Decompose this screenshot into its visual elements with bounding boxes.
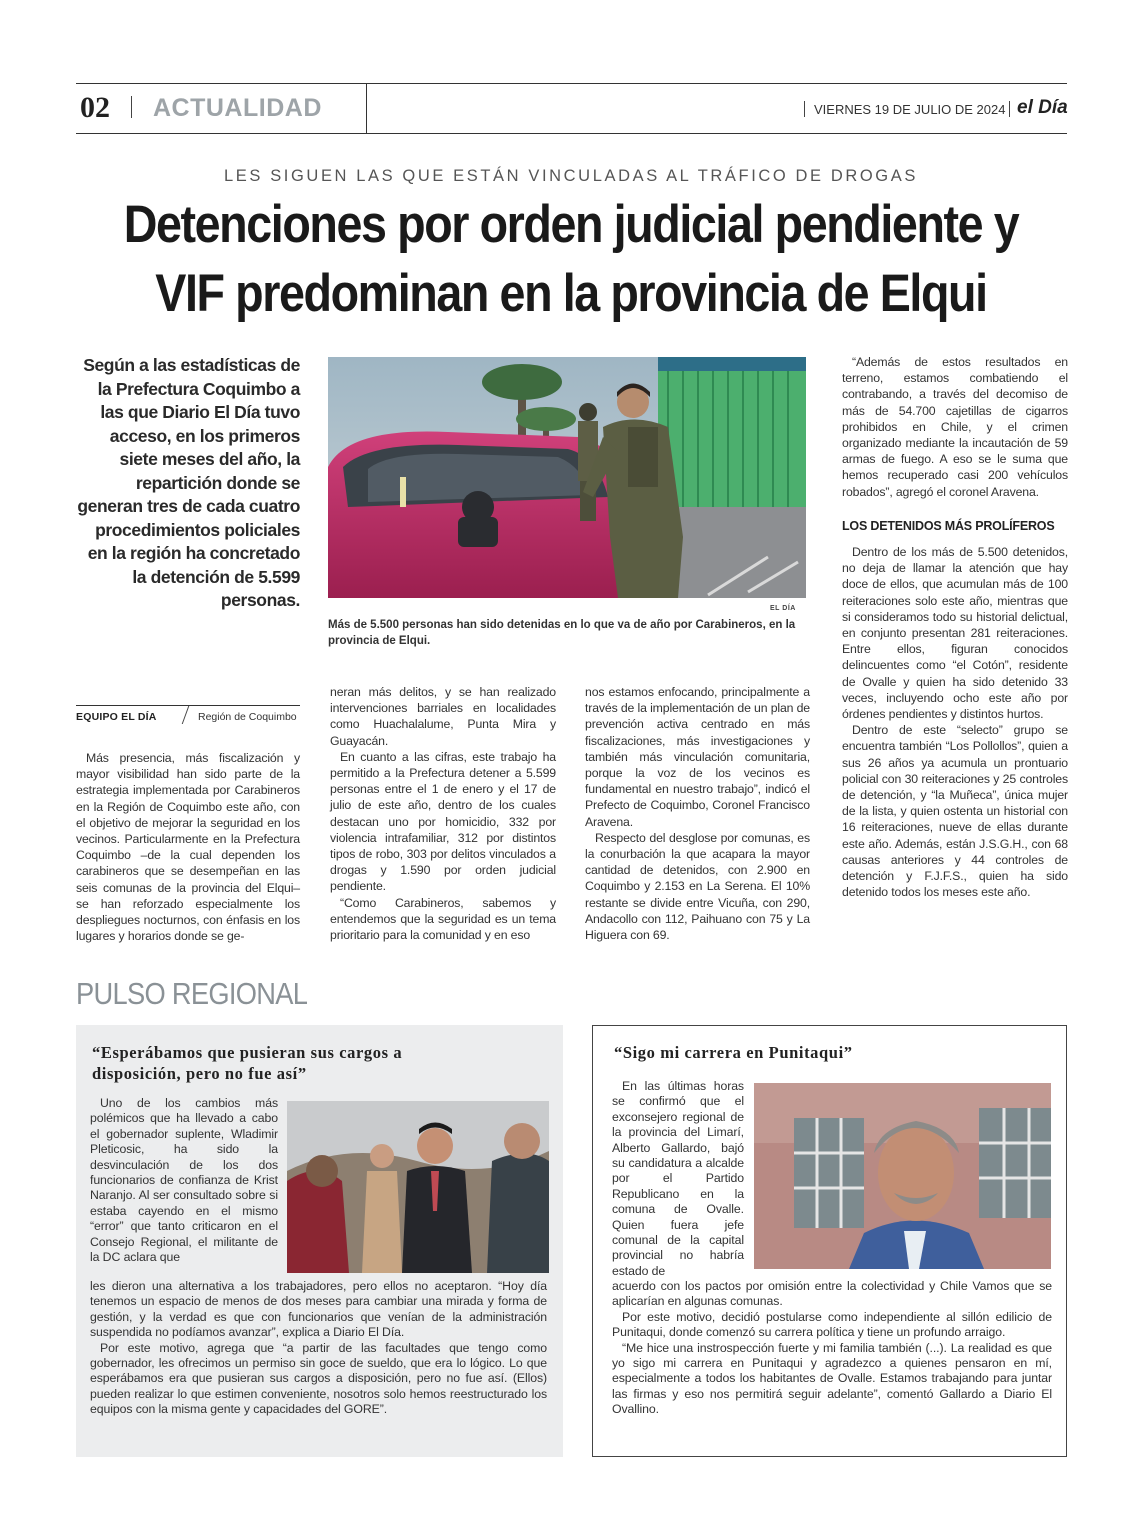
paragraph: acuerdo con los pactos por omisión entre la colectividad y Chile Vamos que se aplicarían en algunas comunas. bbox=[612, 1279, 1052, 1309]
byline-author: EQUIPO EL DÍA bbox=[76, 711, 157, 723]
paragraph: En las últimas horas se confirmó que el exconsejero regional de la provincia del Limarí, Alberto Gallardo, bajó su candidatura a alcalde por el Partido Republicano en la comuna de Ovalle. Quien fuera jefe comunal de la capital provincial no habría estado de bbox=[612, 1079, 744, 1278]
header-separator bbox=[131, 96, 132, 118]
paragraph: “Como Carabineros, sabemos y entendemos que la seguridad es un tema prioritario para la comunidad y en eso bbox=[330, 895, 556, 943]
pulso-regional-title: PULSO REGIONAL bbox=[76, 976, 308, 1011]
gallardo-portrait-photo bbox=[754, 1083, 1051, 1269]
paragraph: “Me hice una instrospección fuerte y mi familia también (...). La realidad es que yo sigo mi carrera en Punitaqui y agradezco a quienes pensaron en mí, especialmente a todos los habitantes de Ovalle. Estamos trabajando para juntar las firmas y eso nos permitirá seguir adelante”, comentó Gallardo a Diario El Ovallino. bbox=[612, 1340, 1052, 1417]
paragraph: Dentro de este “selecto” grupo se encuentra también “Los Pollollos”, quien a sus 26 años ya acumula un prontuario policial con 30 reiteraciones y 25 controles de detención, y “la Muñeca”, única mujer de la lista, y quien ostenta un historial con 16 reiteraciones, nueve de ellas durante este año. Además, están J.S.G.H., con 68 causas anteriores y 44 controles de detención y F.J.F.S., quien ha sido detenido todos los meses este año. bbox=[842, 723, 1068, 900]
governor-photo bbox=[287, 1101, 549, 1273]
byline-region: Región de Coquimbo bbox=[198, 711, 297, 723]
article-column-4 bbox=[842, 354, 1068, 901]
header-top-rule bbox=[76, 83, 1067, 84]
paragraph: Respecto del desglose por comunas, es la conurbación la que acapara la mayor cantidad de detenidos, con 2.900 en Coquimbo y 2.153 en La Serena. El 10% restante se divide entre Vicuña, con 290, Andacollo con 112, Paihuano con 75 y La Higuera con 69. bbox=[585, 830, 810, 943]
article-kicker: LES SIGUEN LAS QUE ESTÁN VINCULADAS AL TRÁFICO DE DROGAS bbox=[224, 167, 918, 185]
pulso-left-text bbox=[90, 1279, 547, 1418]
article-column-3 bbox=[585, 684, 810, 943]
paragraph: les dieron una alternativa a los trabajadores, pero ellos no aceptaron. “Hoy día tenemos un espacio de menos de dos meses para cambiar una mirada y forma de gestión, y la verdad es que con funcionarios que venían de la administración suspendida no podíamos avanzar”, explica a Diario El Día. bbox=[90, 1279, 547, 1340]
section-name: ACTUALIDAD bbox=[153, 94, 322, 122]
header-vertical-rule bbox=[366, 84, 367, 133]
pulso-left-quote: “Esperábamos que pusieran sus cargos a disposición, pero no fue así” bbox=[92, 1043, 403, 1083]
issue-date: VIERNES 19 DE JULIO DE 2024 bbox=[814, 102, 1006, 117]
paragraph: Dentro de los más de 5.500 detenidos, no deja de llamar la atención que hay doce de ellos, que acumulan más de 100 reiteraciones solo este año, mientras que si consideramos todo su historial delictual, en conjunto presentan 281 reiteraciones. Entre ellos, figuran conocidos delincuentes como “el Cotón”, residente de Ovalle y quien ha sido detenido 33 veces, incluyendo ocho este año por órdenes pendientes y distintos hurtos. bbox=[842, 545, 1068, 722]
paragraph: Por este motivo, decidió postularse como independiente al sillón edilicio de Punitaqui, donde comenzó su carrera política y tiene un profundo arraigo. bbox=[612, 1309, 1052, 1340]
paragraph: En cuanto a las cifras, este trabajo ha permitido a la Prefectura detener a 5.599 personas entre el 1 de enero y el 17 de julio de este año, dentro de los cuales destacan uno por homicidio, 332 por violencia intrafamiliar, 312 por distintos tipos de robo, 303 por delitos vinculados a drogas y 1.590 por orden judicial pendiente. bbox=[330, 749, 556, 894]
pulso-right-text bbox=[612, 1279, 1052, 1418]
article-subhead: LOS DETENIDOS MÁS PROLÍFEROS bbox=[842, 518, 1055, 533]
byline-divider bbox=[182, 706, 190, 724]
header-separator bbox=[1009, 101, 1010, 117]
police-checkpoint-photo bbox=[328, 357, 806, 598]
newspaper-logo: el Día bbox=[1017, 97, 1068, 118]
pulso-left-text-wrap bbox=[90, 1096, 278, 1265]
paragraph: “Además de estos resultados en terreno, estamos combatiendo el contrabando, a través del decomiso de más de 54.700 cajetillas de cigarros prohibidos en Chile, y el crimen organizado mediante la incautación de 59 armas de fuego. A eso se le suma que hemos recuperado casi 200 vehículos robados”, agregó el coronel Aravena. bbox=[842, 355, 1068, 499]
header-bottom-rule bbox=[76, 133, 1067, 134]
photo-caption: Más de 5.500 personas han sido detenidas en lo que va de año por Carabineros, en la provincia de Elqui. bbox=[328, 619, 796, 647]
article-column-2 bbox=[330, 684, 556, 943]
article-photo bbox=[328, 357, 806, 598]
pulso-right-quote: “Sigo mi carrera en Punitaqui” bbox=[614, 1043, 853, 1062]
paragraph: Uno de los cambios más polémicos que ha llevado a cabo el gobernador suplente, Wladimir Pleticosic, ha sido la desvinculación de los dos funcionarios de confianza de Krist Naranjo. Al ser consultado sobre si estaba cayendo en el mismo “error” que tanto criticaron en el Consejo Regional, el militante de la DC aclara que bbox=[90, 1096, 278, 1265]
header-separator bbox=[804, 101, 805, 117]
paragraph: Por este motivo, agrega que “a partir de las facultades que tengo como gobernador, les ofrecimos un permiso sin goce de sueldo, que era lo lógico. Lo que esperábamos era que pusieran sus cargos a disposición, pero no fue así. (Ellos) pueden realizar lo que estimen conveniente, nosotros solo hemos reestructurado los equipos con la misma gente y capacidades del GORE”. bbox=[90, 1340, 547, 1417]
paragraph: neran más delitos, y se han realizado intervenciones barriales en localidades como Huachalalume, Punta Mira y Guayacán. bbox=[330, 685, 556, 748]
pulso-right-text-wrap bbox=[612, 1079, 744, 1279]
paragraph: nos estamos enfocando, principalmente a través de la implementación de un plan de prevención activa centrado en más fiscalizaciones, más investigaciones y también más vinculación comunitaria, porque la voz de los vecinos es fundamental en nuestro trabajo”, indicó el Prefecto de Coquimbo, Coronel Francisco Aravena. bbox=[585, 685, 810, 829]
paragraph: Más presencia, más fiscalización y mayor visibilidad han sido parte de la estrategia implementada por Carabineros en la Región de Coquimbo este año, con el objetivo de mejorar la seguridad en los vecinos. Particularmente en la Prefectura Coquimbo –de la cual dependen los carabineros que se desempeñan en las seis comunas de la provincia del Elqui– se han reforzado especialmente los despliegues nocturnos, con énfasis en los lugares y horarios donde se ge- bbox=[76, 751, 300, 944]
gallardo-photo bbox=[754, 1083, 1051, 1269]
article-column-1 bbox=[76, 750, 300, 944]
article-lead: Según a las estadísticas de la Prefectura Coquimbo a las que Diario El Día tuvo acceso, en los primeros siete meses del año, la repartición donde se generan tres de cada cuatro procedimientos policiales en la región ha concretado la detención de 5.599 personas. bbox=[77, 355, 300, 610]
article-headline: Detenciones por orden judicial pendiente y VIF predominan en la provincia de Elqui bbox=[123, 195, 1019, 323]
page-number: 02 bbox=[80, 91, 110, 124]
governor-press-photo bbox=[287, 1101, 549, 1273]
photo-credit: EL DÍA bbox=[770, 605, 796, 612]
